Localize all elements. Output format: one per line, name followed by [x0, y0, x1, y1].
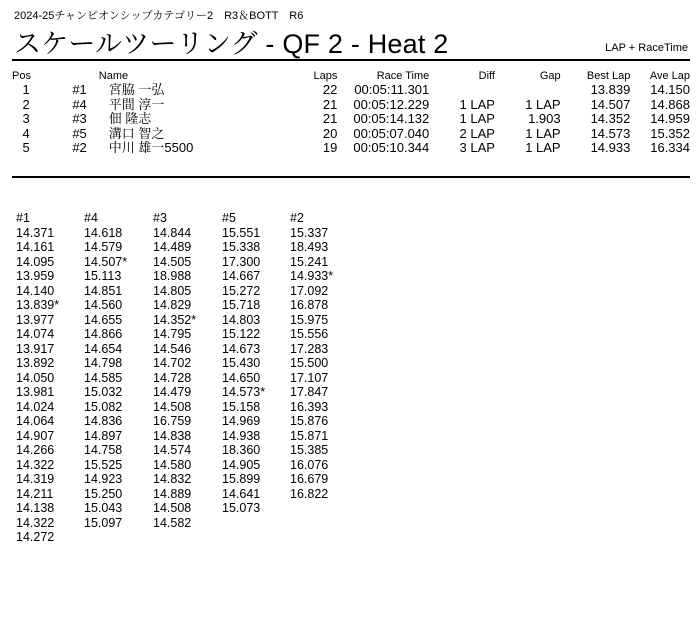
lap-time: 14.050 [16, 370, 55, 385]
col-name: Name [98, 70, 129, 82]
lap-time: 14.832 [153, 472, 192, 486]
best-lap-cell: 14.507 [590, 96, 631, 112]
lap-time: 17.300 [222, 254, 261, 269]
lap-time: 15.097 [84, 515, 123, 530]
lap-time: 15.871 [290, 428, 329, 443]
lap-time: 17.107 [290, 370, 329, 385]
lap-time: 14.371 [16, 225, 55, 240]
lap-time: 14.969 [222, 414, 261, 428]
col-gap: Gap [539, 70, 561, 82]
diff-cell: 2 LAP [459, 125, 495, 141]
lap-time: 16.679 [290, 472, 329, 486]
col-ave-lap: Ave Lap [649, 70, 690, 82]
driver-name-cell: 佃 隆志 [108, 111, 152, 126]
lap-time: 15.122 [222, 327, 261, 341]
col-diff: Diff [478, 70, 495, 82]
page-title: スケールツーリング - QF 2 - Heat 2 [14, 29, 449, 59]
lap-time: 14.889 [153, 486, 192, 501]
lap-time: 15.113 [84, 269, 122, 283]
pos-cell: 2 [22, 96, 30, 112]
lap-time: 14.667 [222, 269, 261, 283]
lap-column-header: #3 [153, 211, 167, 225]
car-number-cell: #1 [72, 82, 87, 97]
lap-time: 15.525 [84, 457, 123, 472]
laps-cell: 19 [322, 140, 338, 155]
lap-time: 14.654 [84, 341, 123, 356]
gap-cell: 1 LAP [525, 96, 561, 112]
lap-time: 15.158 [222, 399, 261, 414]
lap-column [222, 211, 292, 516]
lap-time: 15.032 [84, 385, 123, 399]
lap-time: 14.923 [84, 472, 123, 486]
lap-time: 14.758 [84, 443, 123, 457]
lap-time: 14.508 [153, 399, 192, 414]
lap-column [16, 211, 86, 545]
lap-time: 14.546 [153, 341, 192, 356]
lap-time: 15.551 [222, 225, 261, 240]
lap-time: 14.266 [16, 443, 55, 457]
lap-time: 15.385 [290, 443, 329, 457]
lap-time: 16.393 [290, 399, 329, 414]
lap-time: 16.076 [290, 457, 329, 472]
lap-time: 15.556 [290, 327, 329, 341]
lap-time: 14.582 [153, 515, 192, 530]
lap-time: 13.892 [16, 356, 55, 370]
lap-time: 17.847 [290, 385, 329, 399]
laps-cell: 21 [322, 96, 338, 112]
car-number-cell: #4 [72, 96, 87, 112]
driver-name-cell: 溝口 智之 [108, 125, 165, 141]
driver-name-cell: 中川 雄一5500 [108, 140, 194, 155]
lap-time: 15.043 [84, 501, 123, 515]
lap-time: 15.272 [222, 283, 261, 298]
result-row [12, 98, 690, 113]
pos-cell: 1 [22, 82, 30, 97]
lap-time: 14.322 [16, 457, 55, 472]
lap-time: 14.897 [84, 428, 123, 443]
lap-time: 13.839* [16, 298, 60, 312]
diff-cell [429, 83, 495, 98]
lap-time: 14.836 [84, 414, 123, 428]
diff-cell: 1 LAP [459, 111, 495, 126]
lap-time: 13.977 [16, 312, 55, 327]
best-lap-cell: 13.839 [590, 82, 631, 97]
car-number-cell: #3 [72, 111, 87, 126]
lap-time: 14.938 [222, 428, 261, 443]
lap-time: 16.878 [290, 298, 329, 312]
lap-time: 17.092 [290, 283, 329, 298]
diff-cell: 1 LAP [459, 96, 495, 112]
col-race-time: Race Time [376, 70, 430, 82]
race-time-cell: 00:05:10.344 [353, 140, 430, 155]
lap-time: 14.573* [222, 385, 266, 399]
lap-time: 15.876 [290, 414, 329, 428]
lap-column-header: #4 [84, 211, 98, 225]
lap-time: 14.851 [84, 283, 123, 298]
race-time-cell: 00:05:14.132 [353, 111, 430, 126]
diff-cell: 3 LAP [459, 140, 495, 155]
lap-time: 18.360 [222, 443, 261, 457]
lap-time: 14.024 [16, 399, 55, 414]
lap-time: 14.352* [153, 312, 197, 327]
lap-time: 18.988 [153, 269, 192, 283]
lap-time: 15.250 [84, 486, 123, 501]
lap-time: 14.673 [222, 341, 261, 356]
race-time-cell: 00:05:11.301 [354, 82, 430, 97]
pos-cell: 5 [22, 140, 30, 155]
lap-time: 17.283 [290, 341, 329, 356]
laps-cell: 21 [322, 111, 338, 126]
ave-lap-cell: 14.959 [650, 111, 690, 126]
lap-time: 14.803 [222, 312, 261, 327]
lap-time: 15.082 [84, 399, 123, 414]
bottom-divider [12, 176, 690, 178]
lap-time: 14.905 [222, 457, 261, 472]
lap-time: 15.899 [222, 472, 261, 486]
race-time-cell: 00:05:07.040 [353, 125, 430, 141]
ave-lap-cell: 14.150 [650, 82, 690, 97]
lap-time: 14.844 [153, 225, 192, 240]
col-pos: Pos [12, 70, 31, 82]
lap-time: 14.479 [153, 385, 192, 399]
event-subtitle: 2024-25チャンピオンシップカテゴリー2 R3＆BOTT R6 [14, 10, 304, 22]
format-label: LAP + RaceTime [605, 42, 688, 54]
laps-cell: 20 [322, 125, 338, 141]
lap-time: 15.338 [222, 240, 261, 254]
lap-time: 14.728 [153, 370, 192, 385]
lap-time: 15.975 [290, 312, 329, 327]
lap-time: 14.319 [16, 472, 55, 486]
lap-time: 14.138 [16, 501, 55, 515]
results-table [12, 70, 690, 156]
ave-lap-cell: 16.334 [650, 140, 690, 155]
lap-time: 13.917 [16, 341, 55, 356]
result-row [12, 112, 690, 127]
lap-time: 14.574 [153, 443, 192, 457]
lap-time: 14.585 [84, 370, 123, 385]
driver-name-cell: 宮脇 一弘 [108, 82, 165, 97]
lap-time: 14.795 [153, 327, 192, 341]
lap-time: 14.064 [16, 414, 55, 428]
lap-time: 15.241 [290, 254, 329, 269]
lap-time: 16.822 [290, 486, 329, 501]
lap-time: 14.505 [153, 254, 192, 269]
lap-column [153, 211, 223, 530]
lap-time: 14.095 [16, 254, 55, 269]
lap-time: 15.337 [290, 225, 329, 240]
pos-cell: 4 [22, 125, 30, 141]
lap-time: 14.074 [16, 327, 55, 341]
ave-lap-cell: 14.868 [650, 96, 690, 112]
lap-time: 14.702 [153, 356, 192, 370]
best-lap-cell: 14.352 [590, 111, 631, 126]
lap-time: 15.718 [222, 298, 261, 312]
lap-time: 15.500 [290, 356, 329, 370]
lap-time: 13.981 [16, 385, 55, 399]
result-row [12, 127, 690, 142]
car-number-cell: #5 [72, 125, 87, 141]
gap-cell: 1 LAP [525, 125, 561, 141]
lap-column [84, 211, 154, 530]
lap-time: 14.272 [16, 530, 55, 544]
lap-column-header: #5 [222, 211, 236, 225]
laps-cell: 22 [322, 82, 338, 97]
lap-time: 14.211 [16, 486, 54, 501]
lap-time: 14.560 [84, 298, 123, 312]
top-divider [12, 59, 690, 61]
lap-time: 14.907 [16, 428, 55, 443]
col-laps: Laps [313, 70, 338, 82]
lap-time: 14.140 [16, 283, 55, 298]
lap-time: 14.641 [222, 486, 261, 501]
lap-time: 15.073 [222, 501, 261, 515]
lap-time: 14.489 [153, 240, 192, 254]
lap-time: 15.430 [222, 356, 261, 370]
lap-time: 14.508 [153, 501, 192, 515]
lap-time: 14.322 [16, 515, 55, 530]
pos-cell: 3 [22, 111, 30, 126]
lap-column-header: #1 [16, 211, 30, 225]
best-lap-cell: 14.573 [590, 125, 631, 141]
gap-cell: 1 LAP [525, 140, 561, 155]
lap-time: 18.493 [290, 240, 329, 254]
lap-time: 14.655 [84, 312, 123, 327]
lap-column [290, 211, 360, 501]
lap-time: 14.838 [153, 428, 192, 443]
gap-cell: 1.903 [528, 111, 561, 126]
lap-time: 14.798 [84, 356, 123, 370]
race-time-cell: 00:05:12.229 [353, 96, 430, 112]
lap-time: 14.866 [84, 327, 123, 341]
lap-time: 14.933* [290, 269, 334, 283]
lap-time: 13.959 [16, 269, 55, 283]
car-number-cell: #2 [72, 140, 87, 155]
result-row [12, 141, 690, 156]
lap-time: 14.161 [16, 240, 55, 254]
lap-time: 14.618 [84, 225, 123, 240]
col-best-lap: Best Lap [586, 70, 631, 82]
lap-time: 14.829 [153, 298, 192, 312]
lap-time: 14.579 [84, 240, 123, 254]
lap-time: 14.650 [222, 370, 261, 385]
lap-column-header: #2 [290, 211, 304, 225]
lap-time: 16.759 [153, 414, 192, 428]
lap-time: 14.805 [153, 283, 192, 298]
lap-time: 14.580 [153, 457, 192, 472]
driver-name-cell: 平間 淳一 [108, 96, 165, 112]
lap-time: 14.507* [84, 254, 128, 269]
result-row [12, 83, 690, 98]
ave-lap-cell: 15.352 [650, 125, 690, 141]
best-lap-cell: 14.933 [590, 140, 631, 155]
gap-cell [495, 83, 561, 98]
